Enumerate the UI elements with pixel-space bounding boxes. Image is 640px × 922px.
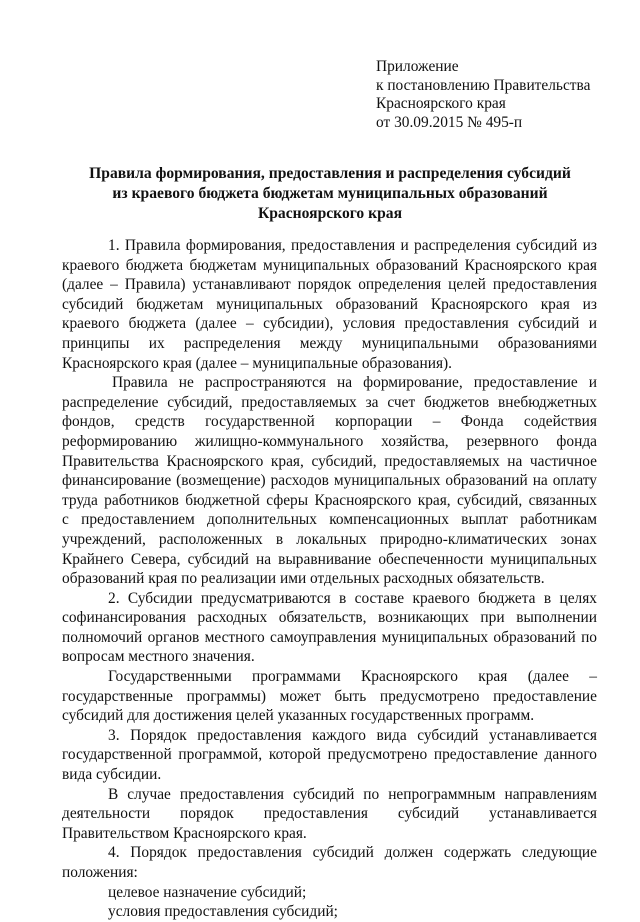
title-line: Красноярского края [257,205,403,222]
annex-line: от 30.09.2015 № 495-п [376,113,523,131]
annex-line: Красноярского края [376,95,506,112]
body-line: вопросам местного значения. [62,648,255,666]
body-line: образований края по реализации ими отдельных расходных обязательств. [62,570,545,588]
body-line: целевое назначение субсидий; [108,883,307,901]
document-body [62,236,597,922]
annex-line: Приложение [376,58,459,75]
body-line: 3. Порядок предоставления каждого вида субсидий устанавливается [108,726,597,744]
body-line: труда работников бюджетной сферы Красноярского края, субсидий, связанных [62,491,597,509]
body-line: деятельности порядок предоставления субсидий устанавливается [62,805,597,823]
body-line: 1. Правила формирования, предоставления и распределения субсидий из [108,237,597,254]
body-line: с предоставлением дополнительных компенсационных выплат работникам [62,511,597,529]
body-line: (далее – Правила) устанавливают порядок определения целей предоставления [62,276,597,294]
body-line: фондов, средств государственной корпорации – Фонда содействия [62,413,597,431]
body-line: 2. Субсидии предусматриваются в составе краевого бюджета в целях [108,589,597,607]
body-line: распределение субсидий, предоставляемых за счет бюджетов внебюджетных [62,393,597,411]
body-line: Правительством Красноярского края. [62,824,307,842]
body-line: Правила не распространяются на формирование, предоставление и [112,374,597,392]
body-line: краевого бюджета бюджетам муниципальных образований Красноярского края [62,256,597,274]
body-line: Правительства Красноярского края, субсидий, предоставляемых на частичное [62,452,597,470]
annex-header [376,58,590,132]
body-line: субсидий бюджетам муниципальных образований Красноярского края из [62,295,597,313]
document-title [60,164,600,224]
body-line: полномочий органов местного самоуправления муниципальных образований по [62,628,597,646]
body-line: Красноярского края (далее – муниципальные образования). [62,354,453,372]
body-line: софинансирования расходных обязательств, возникающих при выполнении [62,609,597,627]
title-line: Правила формирования, предоставления и распределения субсидий [89,165,571,182]
body-line: реформированию жилищно-коммунального хозяйства, резервного фонда [62,432,597,450]
title-line: из краевого бюджета бюджетам муниципальных образований [112,185,548,202]
body-line: 4. Порядок предоставления субсидий должен содержать следующие [108,844,597,862]
body-line: учреждений, расположенных в локальных природно-климатических зонах [62,530,597,548]
body-line: условия предоставления субсидий; [108,903,338,921]
body-line: краевого бюджета (далее – субсидии), условия предоставления субсидий и [62,315,597,333]
body-line: субсидий для достижения целей указанных государственных программ. [62,707,535,725]
body-line: вида субсидии. [62,766,162,784]
body-line: принципы их распределения между муниципальными образованиями [62,334,597,352]
body-line: государственные программы) может быть предусмотрено предоставление [62,687,597,705]
body-line: государственной программой, которой предусмотрено предоставление данного [62,746,597,764]
annex-line: к постановлению Правительства [376,76,591,94]
body-line: положения: [62,864,138,881]
body-line: Крайнего Севера, субсидий на выравнивание обеспеченности муниципальных [62,550,597,568]
body-line: Государственными программами Красноярского края (далее – [108,668,597,686]
body-line: В случае предоставления субсидий по непрограммным направлениям [108,785,597,803]
body-line: финансирование (возмещение) расходов муниципальных образований на оплату [62,472,597,490]
